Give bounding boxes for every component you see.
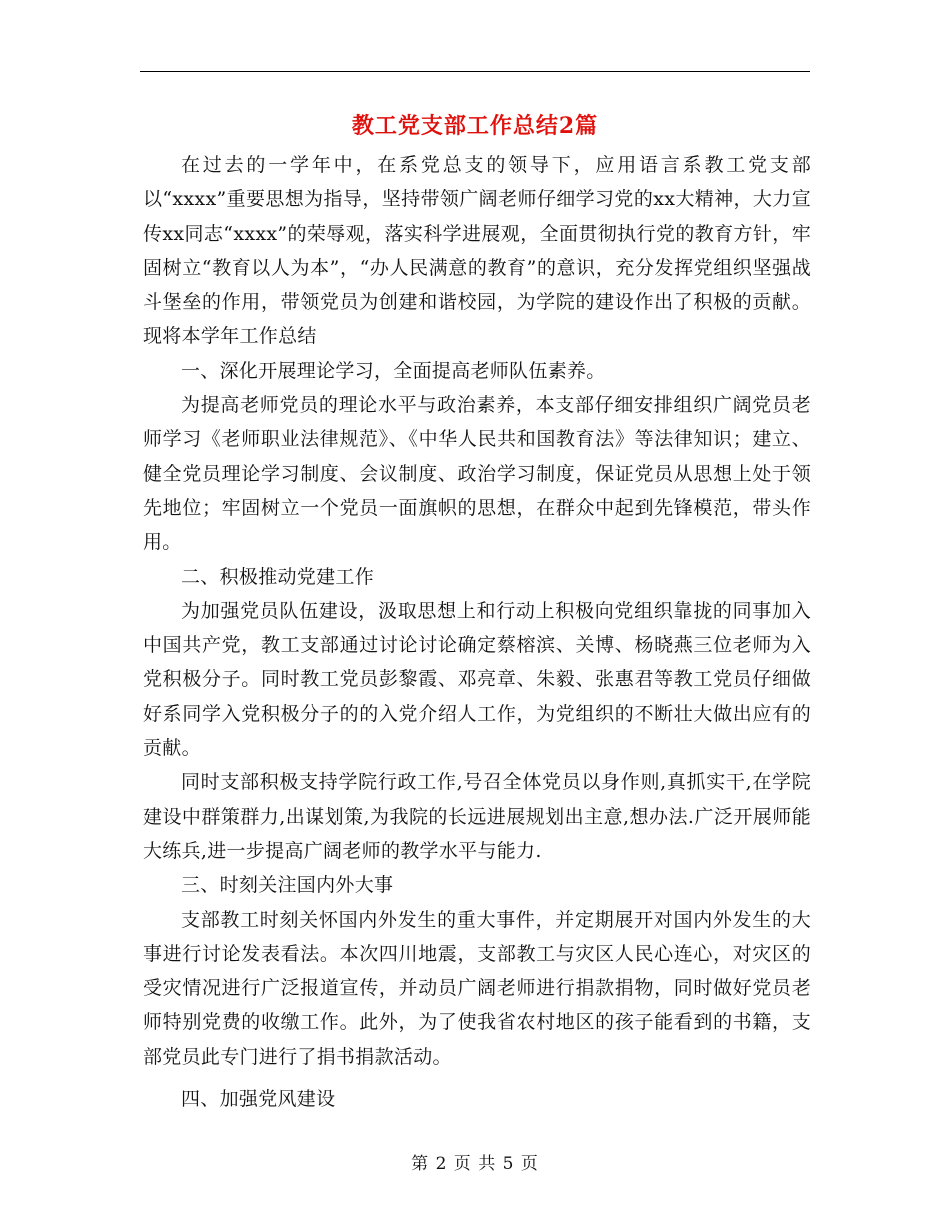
section-heading-4: 四、加强党风建设: [181, 1088, 336, 1111]
paragraph-intro: 在过去的一学年中，在系党总支的领导下，应用语言系教工党支部以“xxxx”重要思想为指导，坚持带领广阔老师仔细学习党的xx大精神，大力宣传xx同志“xxxx”的荣辱观，落实科学进展观，全面贯彻执行党的教育方针，牢固树立“教育以人为本”，“办人民满意的教育”的意识，充分发挥党组织坚强战斗堡垒的作用，带领党员为创建和谐校园，为学院的建设作出了积极的贡献。现将本学年工作总结: [143, 154, 811, 348]
section-heading-1: 一、深化开展理论学习，全面提高老师队伍素养。: [181, 359, 606, 382]
document-body: [143, 148, 811, 1116]
section-heading-3: 三、时刻关注国内外大事: [181, 874, 394, 897]
section-heading-2: 二、积极推动党建工作: [181, 565, 375, 588]
paragraph-theory-study: 为提高老师党员的理论水平与政治素养，本支部仔细安排组织广阔党员老师学习《老师职业法律规范》、《中华人民共和国教育法》等法律知识；建立、健全党员理论学习制度、会议制度、政治学习制度，保证党员从思想上处于领先地位；牢固树立一个党员一面旗帜的思想，在群众中起到先锋模范，带头作用。: [143, 394, 811, 554]
paragraph-current-affairs: 支部教工时刻关怀国内外发生的重大事件，并定期展开对国内外发生的大事进行讨论发表看法。本次四川地震，支部教工与灾区人民心连心，对灾区的受灾情况进行广泛报道宣传，并动员广阔老师进行捐款捐物，同时做好党员老师特别党费的收缴工作。此外，为了使我省农村地区的孩子能看到的书籍，支部党员此专门进行了捐书捐款活动。: [143, 908, 811, 1068]
paragraph-admin-support: 同时支部积极支持学院行政工作,号召全体党员以身作则,真抓实干,在学院建设中群策群力,出谋划策,为我院的长远进展规划出主意,想办法.广泛开展师能大练兵,进一步提高广阔老师的教学水平与能力.: [143, 771, 811, 862]
header-rule: [140, 71, 810, 72]
document-title: 教工党支部工作总结2篇: [351, 113, 599, 139]
paragraph-party-building: 为加强党员队伍建设，汲取思想上和行动上积极向党组织靠拢的同事加入中国共产党，教工支部通过讨论讨论确定蔡榕滨、关博、杨晓燕三位老师为入党积极分子。同时教工党员彭黎霞、邓亮章、朱毅、张惠君等教工党员仔细做好系同学入党积极分子的的入党介绍人工作，为党组织的不断壮大做出应有的贡献。: [143, 599, 811, 760]
page-footer: 第 2 页 共 5 页: [411, 1154, 539, 1174]
